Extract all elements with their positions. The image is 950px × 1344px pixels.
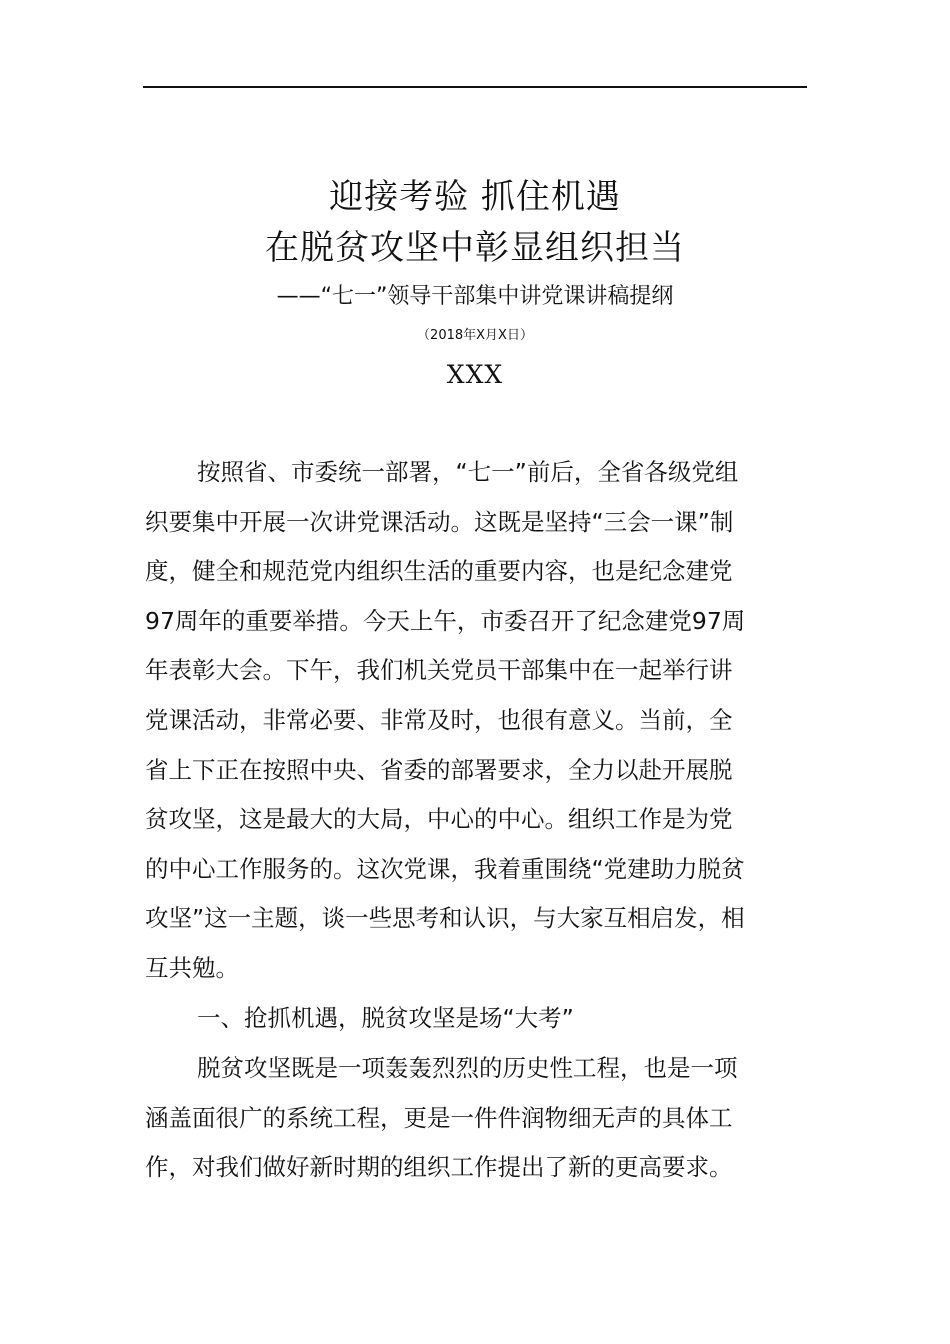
document-author: XXX xyxy=(446,360,504,389)
paragraph-line: 攻坚”这一主题，谈一些思考和认识，与大家互相启发，相 xyxy=(145,904,745,933)
paragraph-line: 度，健全和规范党内组织生活的重要内容，也是纪念建党 xyxy=(145,557,733,586)
paragraph-line: 贫攻坚，这是最大的大局，中心的中心。组织工作是为党 xyxy=(145,805,733,834)
paragraph-line: 年表彰大会。下午，我们机关党员干部集中在一起举行讲 xyxy=(145,656,733,685)
paragraph-intro xyxy=(145,448,807,994)
document-date: （2018年X月X日） xyxy=(417,328,533,343)
document-title-line-2: 在脱贫攻坚中彰显组织担当 xyxy=(265,228,685,268)
paragraph-line: 互共勉。 xyxy=(145,953,239,982)
document-title-line-1: 迎接考验 抓住机遇 xyxy=(329,177,621,217)
header-rule xyxy=(143,86,807,88)
paragraph-line: 按照省、市委统一部署，“七一”前后，全省各级党组 xyxy=(197,458,739,486)
paragraph-line: 党课活动，非常必要、非常及时，也很有意义。当前，全 xyxy=(145,705,733,734)
paragraph-line: 脱贫攻坚既是一项轰轰烈烈的历史性工程，也是一项 xyxy=(197,1054,738,1082)
paragraph-line: 织要集中开展一次讲党课活动。这既是坚持“三会一课”制 xyxy=(145,507,734,536)
paragraph-line: 97周年的重要举措。今天上午，市委召开了纪念建党97周 xyxy=(145,606,746,635)
paragraph-line: 涵盖面很广的系统工程，更是一件件润物细无声的具体工 xyxy=(145,1103,733,1132)
paragraph-line: 省上下正在按照中央、省委的部署要求，全力以赴开展脱 xyxy=(145,755,733,784)
paragraph-line: 作，对我们做好新时期的组织工作提出了新的更高要求。 xyxy=(145,1153,733,1182)
paragraph-line: 的中心工作服务的。这次党课，我着重围绕“党建助力脱贫 xyxy=(145,854,745,883)
section-heading-1: 一、抢抓机遇，脱贫攻坚是场“大考” xyxy=(197,1004,574,1032)
document-subtitle: ——“七一”领导干部集中讲党课讲稿提纲 xyxy=(276,284,674,309)
paragraph-section-1 xyxy=(145,1044,807,1193)
